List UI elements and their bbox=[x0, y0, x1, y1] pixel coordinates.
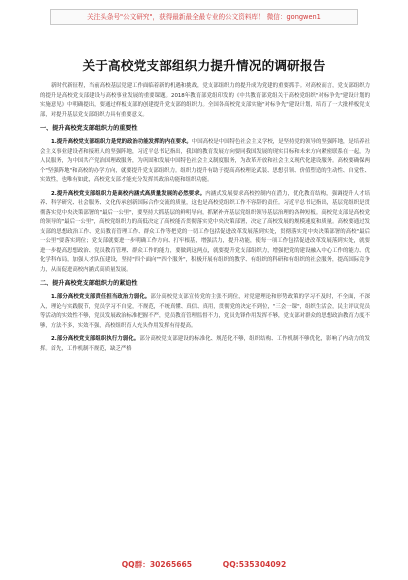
paragraph-political-function bbox=[40, 138, 370, 186]
paragraph-lead: 2.提升高校党支部组织力是高校内涵式高质量发展的必然要求。 bbox=[51, 190, 206, 197]
contact-footer bbox=[0, 559, 408, 570]
paragraph-lead: 1.部分高校党支部责任担当政治力弱化。 bbox=[51, 294, 151, 300]
paragraph-lead: 2.部分高校党支部组织执行力弱化。 bbox=[51, 336, 140, 342]
paragraph-political-weakening bbox=[40, 293, 370, 331]
paragraph-text: 中国高校是中国特色社会主义学校，是坚持党的领导的坚强阵地，是培养社会主义事业建设者和接班人的坚强阵地，习近平总书记指出，我国的教育发展方向要同我国发展的现实目标和未来方向紧密联系在一起，为人民服务，为中国共产党治国理政服务，为巩固和发展中国特色社会主义制度服务，为改革开放和社会主义现代化建设服务。高校要确保两个"坚强阵地"和高校的办学方向，就要提升党支部组织力。组织力提升有助于提高高校理论武装、思想引领、价值塑造的生动性、自觉性、实效性，也唯有如此，高校党支部才能充分发挥其政治功能和组织功能。 bbox=[40, 139, 370, 183]
paragraph-quality-development bbox=[40, 190, 370, 276]
qq-group-label: QQ群：30265665 bbox=[121, 560, 193, 569]
section-heading-urgency: 二、提升高校党支部组织力的紧迫性 bbox=[40, 280, 138, 287]
paragraph-lead: 1.提升高校党支部组织力是党的政治功能发挥的内在要求。 bbox=[51, 139, 192, 145]
page-title: 关于高校党支部组织力提升情况的调研报告 bbox=[82, 58, 326, 73]
paragraph-text: 内涵式发展要求高校控制内在潜力，优化教育结构，强调提升人才培养、科学研究、社会服务、文化传承创新国际合作交流的质量，这也是高校党组织工作不容辞的责任。习近平总书记指出，基层党组织是贯彻落实党中央决策部署的"最后一公里"，要坚持大抓基层的鲜明导向，抓紧补齐基层党组织领导基层治理的各种短板。高校党支部是高校党的领导的"最后一公里"，高校党组织力的高低决定了高校能否贯彻落实党中央决策部署，决定了高校发展的规模速度和质量。高校要通过发支部的思想政治工作、党员教育管理工作、群众工作等把党的一切工作包括促进改革发展落到实处，贯彻落实党中央决策部署的高校"最后一公里"要落实到位；党支部就要进一步明确工作方向、打牢根基，增强活力，提升功能，使每一项工作包括促进改革发展落到实处，就要进一步提高思想政治、党员教育管理、群众工作的能力，要做到这两点，就要提升党支部组织力，增强把党的建设融入中心工作的能力、优化学科布局，加强人才队伍建设，坚持"四个面向""四个服务"，积极开展有组织的教学、有组织的科研和有组织的社会服务，提高国际竞争力，从而促进高校内涵式高质量发展。 bbox=[40, 190, 370, 273]
paragraph-execution-weakening bbox=[40, 335, 370, 354]
paragraph-text: 部分高校党支部宣传党的主张不到位，对党建理论和形势政策的学习不及时，不全面，不深入，理论与实践脱节，党员学习不自觉，不规范，不统真懂、真信、真用，贯彻党的决定不到位，"三会一课"，组织生活会，民主评议党员等活动的实效性不够，党员发展政治标准把握不严，党员教育管理监督不力，党员先锋作用发挥不够，党支部对群众的思想政治教育力度不够，方法不多，实效不强，高校组织育人充头作用发挥有待提高。 bbox=[40, 294, 370, 329]
promo-banner[interactable] bbox=[50, 9, 358, 25]
intro-paragraph: 新时代新征程，当前高校基层党建工作面临着新的机遇和挑战，党支部组织力的提升成为党建的重要抓手。对高校而言，党支部组织力的提升是高校党支部建设与高校事业发展的重要课题。2018年教育部党组印发的《中共教育部党组关于高校党组织"对标争先"建设计划的实施意见》中明确提出，要通过样板支部的创建提升党支部的组织力。全国各高校党支部实施"对标争先"建设计划，培育了一大批样板党支部，对提升基层党支部组织力具有重要意义。 bbox=[40, 83, 370, 118]
document-body bbox=[40, 82, 370, 358]
qq-number-label: QQ:535304092 bbox=[222, 560, 287, 569]
section-heading-importance: 一、提升高校党支部组织力的重要性 bbox=[40, 125, 138, 132]
promo-banner-text: 关注头条号"公文研究"，获得最新最全最专业的公文资料库！ 微信：gongwen1 bbox=[87, 13, 321, 21]
paragraph-text: 部分高校党支部建设的标准化、规范化不够，组织结构、工作机制不够优化，影响了内动力的发挥。首先，工作机制不规范，缺乏严格 bbox=[40, 336, 370, 352]
